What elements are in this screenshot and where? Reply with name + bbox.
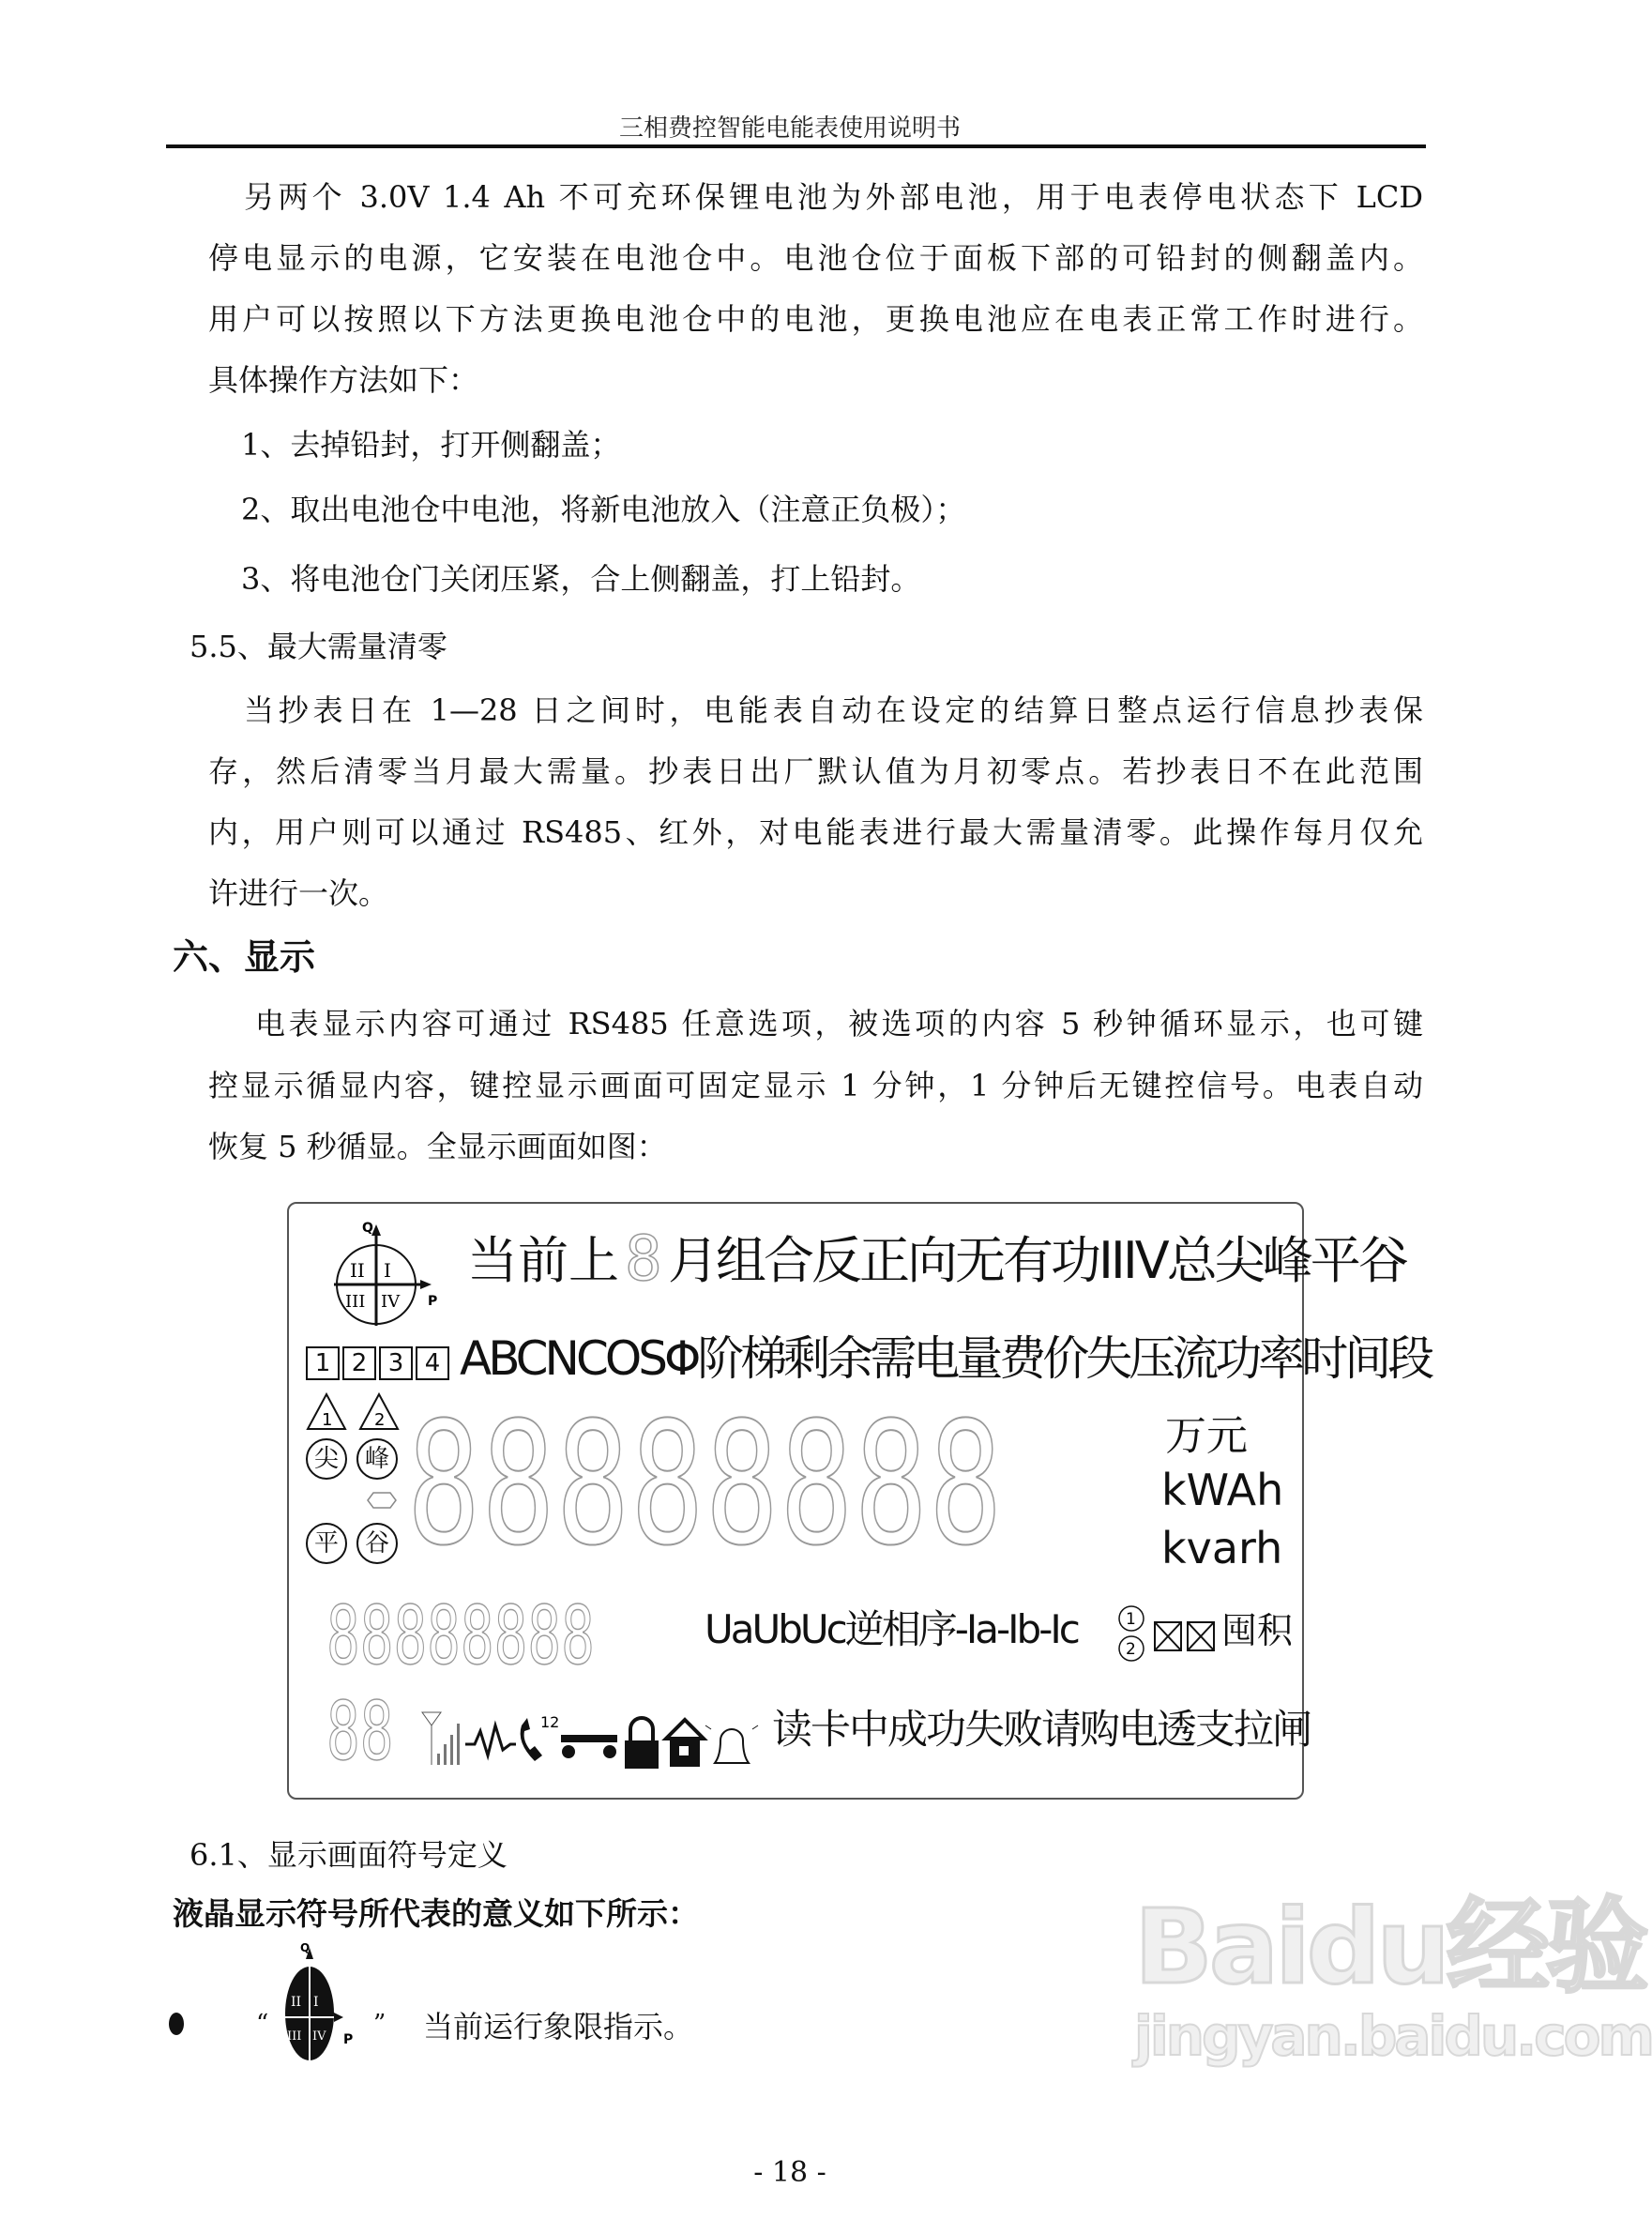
unit-kvarh: kvarh [1161, 1523, 1283, 1573]
svg-text:1: 1 [322, 1410, 333, 1430]
lcd-row5-labels: 读卡中成功失败请购电透支拉闸 [772, 1707, 1311, 1754]
paragraph-line: 停电显示的电源，它安装在电池仓中。电池仓位于面板下部的可铅封的侧翻盖内。 [208, 240, 1423, 276]
svg-text:III: III [287, 2029, 302, 2044]
lcd-row1-labels: 月组合反正向无有功IIIV总尖峰平谷 [668, 1231, 1406, 1290]
svg-text:2: 2 [1126, 1640, 1136, 1659]
section-heading-6-1: 6.1、显示画面符号定义 [189, 1837, 508, 1873]
lcd-hoard-label: 囤积 [1221, 1610, 1294, 1651]
svg-text:Q: Q [300, 1941, 311, 1954]
pulse-wave-icon [465, 1725, 516, 1755]
paragraph-line: 存，然后清零当月最大需量。抄表日出厂默认值为月初零点。若抄表日不在此范围 [208, 753, 1423, 789]
step-item: 1、去掉铅封，打开侧翻盖； [241, 427, 621, 463]
unit-wanyuan: 万元 [1165, 1412, 1248, 1460]
tariff-flat: 平 [306, 1523, 347, 1564]
tariff-circles-top [306, 1438, 407, 1480]
svg-text:II: II [350, 1259, 365, 1282]
paragraph-line: 当抄表日在 1—28 日之间时，电能表自动在设定的结算日整点运行信息抄表保 [244, 692, 1423, 728]
paragraph-line: 电表显示内容可通过 RS485 任意选项，被选项的内容 5 秒钟循环显示，也可键 [255, 1006, 1423, 1041]
number-box: 3 [379, 1346, 413, 1380]
lcd-row2-labels: ABCNCOSΦ阶梯剩余需电量费价失压流功率时间段 [460, 1331, 1432, 1386]
paragraph-line: 内，用户则可以通过 RS485、红外，对电能表进行最大需量清零。此操作每月仅允 [208, 814, 1423, 850]
svg-text:I: I [313, 1995, 319, 2010]
svg-text:IV: IV [381, 1292, 401, 1312]
quadrant-icon [325, 1221, 442, 1333]
tariff-valley: 谷 [356, 1523, 398, 1564]
circled-1-2-icon [1113, 1603, 1152, 1665]
svg-text:P: P [343, 2032, 354, 2047]
paragraph-line: 用户可以按照以下方法更换电池仓中的电池，更换电池应在电表正常工作时进行。 [208, 301, 1423, 337]
symbol-meaning-intro: 液晶显示符号所代表的意义如下所示： [173, 1895, 699, 1932]
tariff-hexagon-icon [362, 1491, 402, 1510]
close-quote: ” [373, 2010, 386, 2038]
phone-icon [521, 1718, 542, 1761]
relay-icon [561, 1735, 617, 1758]
step-item: 2、取出电池仓中电池，将新电池放入（注意正负极）； [241, 492, 966, 527]
svg-text:III: III [345, 1292, 366, 1312]
unit-kwah: kWAh [1161, 1465, 1284, 1515]
bullet-dot [169, 2013, 184, 2035]
lcd-month-digit: 8 [625, 1223, 662, 1295]
tariff-circles-bottom [306, 1523, 407, 1564]
open-quote: “ [256, 2010, 269, 2038]
document-header-title: 三相费控智能电能表使用说明书 [618, 114, 961, 143]
bullet-text: 当前运行象限指示。 [423, 2009, 694, 2044]
svg-text:II: II [291, 1995, 302, 2010]
paragraph-line: 许进行一次。 [208, 875, 389, 911]
lcd-tiny-digits: 88 [326, 1685, 394, 1779]
lcd-row1-prefix: 当前上 [467, 1231, 619, 1290]
tariff-peak-sharp: 尖 [306, 1438, 347, 1480]
signal-strength-icon [422, 1712, 460, 1765]
page-number: - 18 - [753, 2156, 826, 2189]
tariff-peak: 峰 [356, 1438, 398, 1480]
alarm-bell-icon [705, 1725, 758, 1763]
section-heading-5-5: 5.5、最大需量清零 [189, 629, 447, 664]
quadrant-q-label: Q [362, 1221, 373, 1236]
warning-triangles-icon [306, 1391, 409, 1433]
lcd-full-display-figure [287, 1202, 1432, 1800]
lcd-secondary-digits: 88888888 [326, 1589, 595, 1683]
lcd-number-boxes [306, 1346, 452, 1380]
section-heading-6: 六、显示 [173, 936, 316, 978]
battery-status-icon [1152, 1617, 1220, 1654]
number-box: 4 [416, 1346, 449, 1380]
house-icon [666, 1720, 704, 1767]
svg-text:1: 1 [1126, 1610, 1136, 1629]
lock-icon [625, 1718, 659, 1769]
lcd-status-icons [420, 1707, 767, 1772]
header-rule [166, 144, 1426, 148]
paragraph-line: 另两个 3.0V 1.4 Ah 不可充环保锂电池为外部电池，用于电表停电状态下 LCD [244, 179, 1423, 215]
svg-text:IV: IV [312, 2029, 326, 2044]
watermark-url: jingyan.baidu.com [1134, 2004, 1652, 2068]
svg-text:2: 2 [374, 1410, 386, 1430]
number-box: 1 [306, 1346, 340, 1380]
paragraph-line: 具体操作方法如下： [208, 362, 479, 398]
phone-channel-label: 12 [540, 1713, 560, 1731]
paragraph-line: 控显示循显内容，键控显示画面可固定显示 1 分钟，1 分钟后无键控信号。电表自动 [208, 1068, 1423, 1103]
svg-text:I: I [384, 1259, 391, 1282]
watermark-brand: Baidu经验 [1134, 1887, 1645, 2007]
quadrant-filled-icon [272, 1940, 356, 2064]
paragraph-line: 恢复 5 秒循显。全显示画面如图： [208, 1129, 667, 1164]
lcd-main-digits: 88888888 [407, 1387, 1004, 1583]
quadrant-p-label: P [428, 1294, 438, 1309]
lcd-row4-labels: UaUbUc逆相序-Ia-Ib-Ic [705, 1606, 1078, 1652]
baidu-watermark [1134, 1887, 1652, 2074]
number-box: 2 [342, 1346, 376, 1380]
step-item: 3、将电池仓门关闭压紧，合上侧翻盖，打上铅封。 [241, 561, 921, 597]
